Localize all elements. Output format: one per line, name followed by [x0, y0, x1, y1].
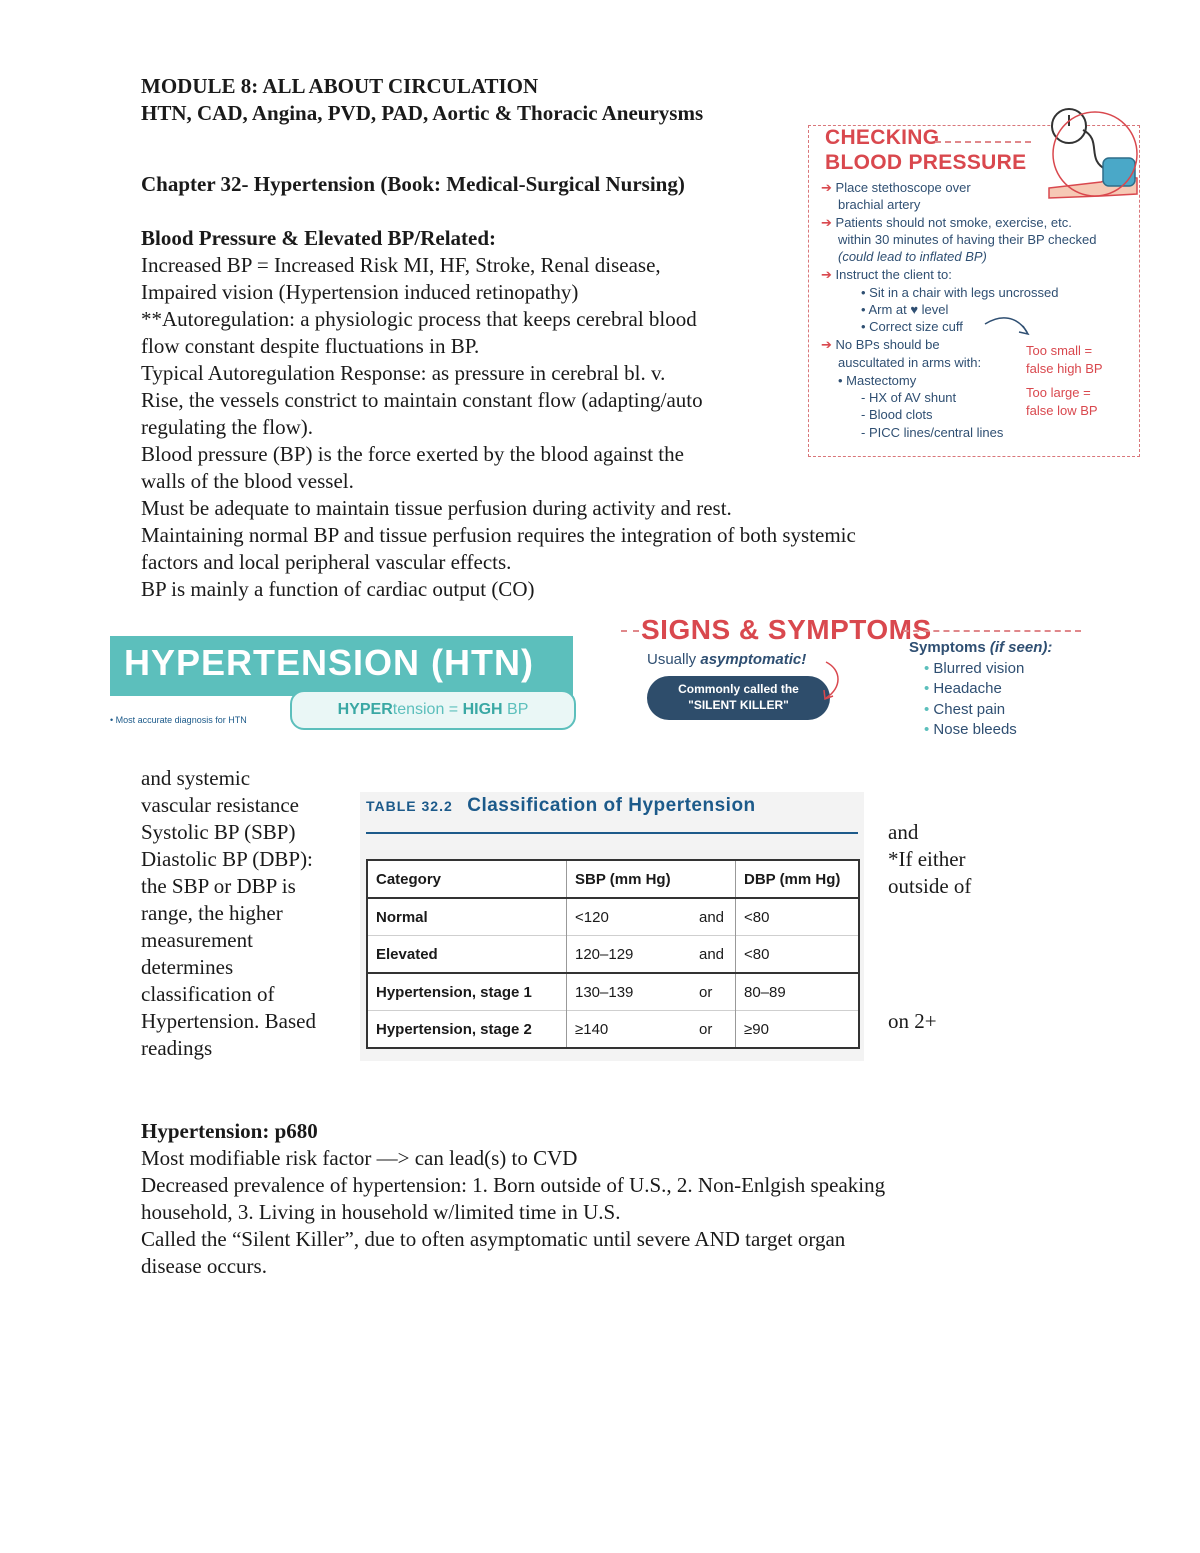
wrap-text: range, the higher [141, 901, 283, 925]
symptom-item: • Headache [924, 680, 1002, 697]
symptom-item: • Chest pain [924, 701, 1006, 718]
text-line: Typical Autoregulation Response: as pressure in cerebral bl. v. [141, 361, 666, 385]
text-line: Most modifiable risk factor —> can lead(s) to CVD [141, 1146, 578, 1170]
symptom-item: • Nose bleeds [924, 721, 1017, 738]
curved-arrow-icon [820, 660, 846, 702]
wrap-text: Hypertension. Based [141, 1009, 316, 1033]
section-heading-htn: Hypertension: p680 [141, 1119, 318, 1143]
sphygmomanometer-icon [1041, 106, 1149, 202]
bp-card-item: - HX of AV shunt [861, 390, 957, 405]
module-title: MODULE 8: ALL ABOUT CIRCULATION [141, 74, 539, 98]
table-heading [366, 795, 756, 817]
wrap-text: on 2+ [888, 1009, 937, 1033]
bp-card-title-1: CHECKING [825, 126, 940, 149]
text-line: Blood pressure (BP) is the force exerted by the blood against the [141, 442, 684, 466]
text-line: factors and local peripheral vascular effects. [141, 550, 512, 574]
table-header-cell [691, 860, 736, 898]
htn-definition-pill: HYPERtension = HIGH BP [290, 690, 576, 730]
symptom-item: • Blurred vision [924, 660, 1025, 677]
curved-arrow-icon [983, 316, 1031, 338]
table-cell: <120 [567, 898, 692, 936]
htn-banner [110, 636, 573, 696]
module-topics: HTN, CAD, Angina, PVD, PAD, Aortic & Thoracic Aneurysms [141, 101, 704, 125]
table-header-cell: Category [367, 860, 567, 898]
bp-card-item: (could lead to inflated BP) [838, 249, 987, 264]
bp-card-item: • Arm at ♥ level [861, 302, 949, 317]
table-label: TABLE 32.2 [366, 798, 453, 814]
table-cell: Hypertension, stage 2 [367, 1011, 567, 1049]
arrow-right-icon: ➔ [821, 267, 832, 282]
text-line: Impaired vision (Hypertension induced retinopathy) [141, 280, 579, 304]
bp-card-item: • Correct size cuff [861, 319, 963, 334]
wrap-text: Diastolic BP (DBP): [141, 847, 313, 871]
table-cell: or [691, 973, 736, 1011]
bp-card-item: auscultated in arms with: [838, 355, 982, 370]
table-cell: or [691, 1011, 736, 1049]
bp-card-item: within 30 minutes of having their BP checked [838, 232, 1097, 247]
text-line: disease occurs. [141, 1254, 267, 1278]
table-cell: <80 [736, 936, 860, 974]
table-cell: ≥140 [567, 1011, 692, 1049]
wrap-text: *If either [888, 847, 966, 871]
table-cell: Elevated [367, 936, 567, 974]
asymptomatic-note: Usually asymptomatic! [647, 651, 807, 668]
table-row [367, 973, 859, 1011]
text-line: household, 3. Living in household w/limited time in U.S. [141, 1200, 621, 1224]
text-line: BP is mainly a function of cardiac output (CO) [141, 577, 535, 601]
wrap-text: Systolic BP (SBP) [141, 820, 296, 844]
table-cell: <80 [736, 898, 860, 936]
text-line: Must be adequate to maintain tissue perfusion during activity and rest. [141, 496, 732, 520]
table-cell: 130–139 [567, 973, 692, 1011]
table-header-cell: SBP (mm Hg) [567, 860, 692, 898]
table-cell: Normal [367, 898, 567, 936]
section-heading-bp: Blood Pressure & Elevated BP/Related: [141, 226, 497, 250]
wrap-text: measurement [141, 928, 253, 952]
text-line: **Autoregulation: a physiologic process that keeps cerebral blood [141, 307, 697, 331]
bp-card-item: • Mastectomy [838, 373, 917, 388]
table-cell: and [691, 936, 736, 974]
wrap-text: readings [141, 1036, 213, 1060]
wrap-text: classification of [141, 982, 275, 1006]
table-title: Classification of Hypertension [467, 795, 756, 816]
arrow-right-icon: ➔ [821, 215, 832, 230]
bp-card-item: ➔ Instruct the client to: [821, 267, 952, 282]
table-cell: 120–129 [567, 936, 692, 974]
text-line: Decreased prevalence of hypertension: 1. Born outside of U.S., 2. Non-Enlgish speaking [141, 1173, 886, 1197]
table-row [367, 1011, 859, 1049]
checking-bp-card [808, 125, 1140, 457]
bp-card-item: - PICC lines/central lines [861, 425, 1004, 440]
table-row [367, 936, 859, 974]
table-cell: and [691, 898, 736, 936]
bp-card-item: brachial artery [838, 197, 921, 212]
table-row [367, 898, 859, 936]
bp-card-item: ➔ No BPs should be [821, 337, 940, 352]
symptoms-heading: Symptoms (if seen): [909, 639, 1053, 656]
bp-card-item: ➔ Place stethoscope over [821, 180, 971, 195]
cuff-note: Too large = [1026, 385, 1091, 400]
title-dash-divider [935, 141, 1031, 143]
title-dash-divider [903, 630, 1081, 632]
arrow-right-icon: ➔ [821, 337, 832, 352]
text-line: walls of the blood vessel. [141, 469, 354, 493]
signs-title: SIGNS & SYMPTOMS [641, 614, 932, 645]
bp-card-item: ➔ Patients should not smoke, exercise, etc. [821, 215, 1072, 230]
silent-killer-badge: Commonly called the "SILENT KILLER" [647, 676, 830, 720]
bp-card-title-2: BLOOD PRESSURE [825, 151, 1027, 174]
table-cell: Hypertension, stage 1 [367, 973, 567, 1011]
text-line: flow constant despite fluctuations in BP. [141, 334, 480, 358]
cuff-note: false low BP [1026, 403, 1098, 418]
title-dash-divider [621, 630, 639, 632]
wrap-text: determines [141, 955, 234, 979]
table-header-cell: DBP (mm Hg) [736, 860, 860, 898]
cuff-note: false high BP [1026, 361, 1103, 376]
wrap-text: and [888, 820, 919, 844]
wrap-text: the SBP or DBP is [141, 874, 296, 898]
cuff-note: Too small = [1026, 343, 1093, 358]
arrow-right-icon: ➔ [821, 180, 832, 195]
table-title-rule [366, 832, 858, 834]
htn-footnote: • Most accurate diagnosis for HTN [110, 715, 247, 725]
bp-card-item: - Blood clots [861, 407, 933, 422]
htn-banner-title: HYPERTENSION (HTN) [124, 642, 535, 683]
bp-card-item: • Sit in a chair with legs uncrossed [861, 285, 1059, 300]
classification-table [366, 859, 860, 1049]
table-cell: 80–89 [736, 973, 860, 1011]
table-header-row [367, 860, 859, 898]
classification-table-figure [360, 792, 864, 1061]
text-line: Maintaining normal BP and tissue perfusion requires the integration of both systemic [141, 523, 856, 547]
text-line: Rise, the vessels constrict to maintain constant flow (adapting/auto [141, 388, 703, 412]
wrap-text: outside of [888, 874, 972, 898]
text-line: Called the “Silent Killer”, due to often asymptomatic until severe AND target organ [141, 1227, 846, 1251]
table-cell: ≥90 [736, 1011, 860, 1049]
wrap-text: vascular resistance [141, 793, 300, 817]
chapter-title: Chapter 32- Hypertension (Book: Medical-Surgical Nursing) [141, 172, 685, 196]
text-line: regulating the flow). [141, 415, 314, 439]
wrap-text: and systemic [141, 766, 251, 790]
text-line: Increased BP = Increased Risk MI, HF, Stroke, Renal disease, [141, 253, 661, 277]
